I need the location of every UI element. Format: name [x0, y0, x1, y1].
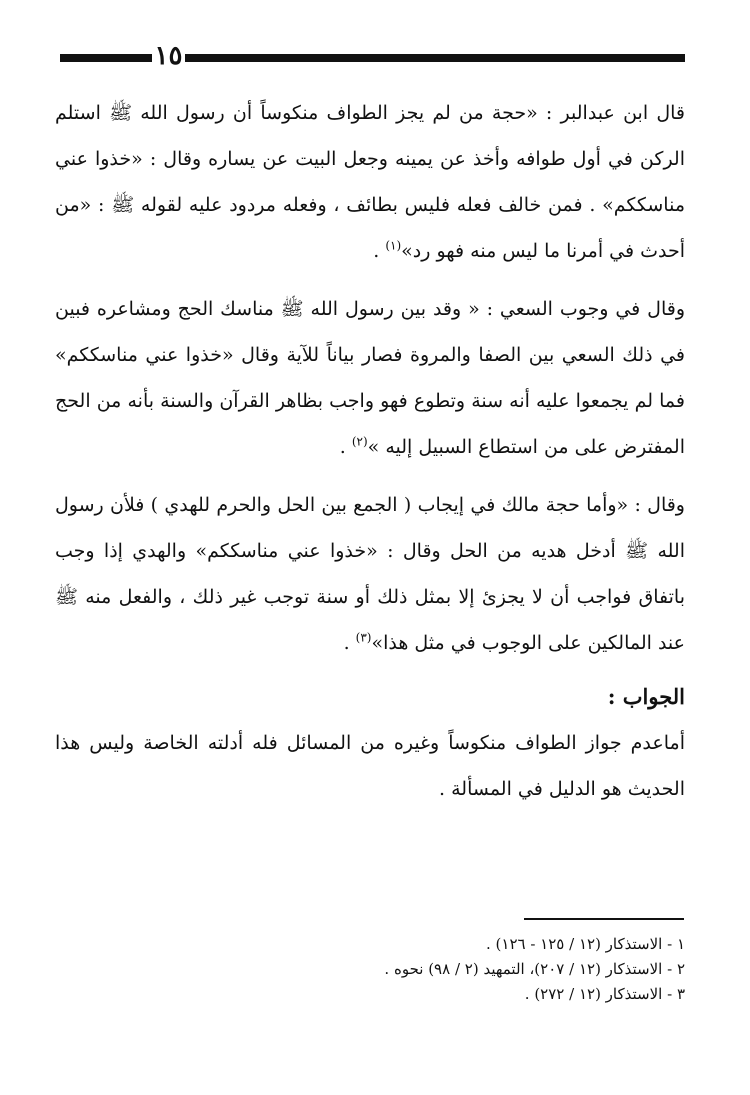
- page-body: [55, 90, 685, 824]
- answer-heading: الجواب :: [607, 684, 685, 709]
- paragraph-text: وقال : «وأما حجة مالك في إيجاب ( الجمع بين الحل والحرم للهدي ) فلأن رسول الله ﷺ أدخل هديه من الحل وقال : «خذوا عني مناسككم» والهدي إذا وجب باتفاق فواجب أن لا يجزئ إلا بمثل ذلك أو سنة توجب غير ذلك ، والفعل منه ﷺ عند المالكين على الوجوب في مثل هذا»: [55, 494, 685, 654]
- paragraph-text: قال ابن عبدالبر : «حجة من لم يجز الطواف منكوساً أن رسول الله ﷺ استلم الركن في أول طوافه وأخذ عن يمينه وجعل البيت عن يساره وقال : «خذوا عني مناسككم» . فمن خالف فعله فليس بطائف ، وفعله مردود عليه لقوله ﷺ : «من أحدث في أمرنا ما ليس منه فهو رد»: [55, 102, 685, 262]
- footnote-2: ٢ - الاستذكار (١٢ / ٢٠٧)، التمهيد (٢ / ٩٨) نحوه .: [384, 960, 685, 978]
- footnote-separator: [524, 918, 684, 920]
- paragraph-tail: .: [343, 632, 356, 654]
- footnote-ref: (٢): [351, 434, 368, 449]
- paragraph-quote-ibn-abdilbarr: [55, 90, 685, 274]
- footnotes: [55, 932, 685, 1007]
- paragraph-sai: [55, 286, 685, 470]
- footnote-1: ١ - الاستذكار (١٢ / ١٢٥ - ١٢٦) .: [486, 935, 685, 953]
- paragraph-tail: .: [373, 240, 386, 262]
- footnote-ref: (٣): [355, 630, 372, 645]
- page-number: ١٥: [154, 41, 183, 71]
- footnote-ref: (١): [385, 238, 402, 253]
- paragraph-tail: .: [339, 436, 352, 458]
- header-rule-left: [60, 54, 152, 62]
- footnote-3: ٣ - الاستذكار (١٢ / ٢٧٢) .: [524, 985, 685, 1003]
- answer-text: أماعدم جواز الطواف منكوساً وغيره من المسائل فله أدلته الخاصة وليس هذا الحديث هو الدليل في المسألة .: [55, 732, 685, 800]
- page-header: [60, 41, 685, 73]
- paragraph-malik: [55, 482, 685, 666]
- header-rule-right: [185, 54, 685, 62]
- paragraph-text: وقال في وجوب السعي : « وقد بين رسول الله ﷺ مناسك الحج ومشاعره فبين في ذلك السعي بين الصفا والمروة فصار بياناً للآية وقال «خذوا عني مناسككم» فما لم يجمعوا عليه أنه سنة وتطوع فهو واجب بظاهر القرآن والسنة بأنه من الحج المفترض على من استطاع السبيل إليه »: [55, 298, 685, 458]
